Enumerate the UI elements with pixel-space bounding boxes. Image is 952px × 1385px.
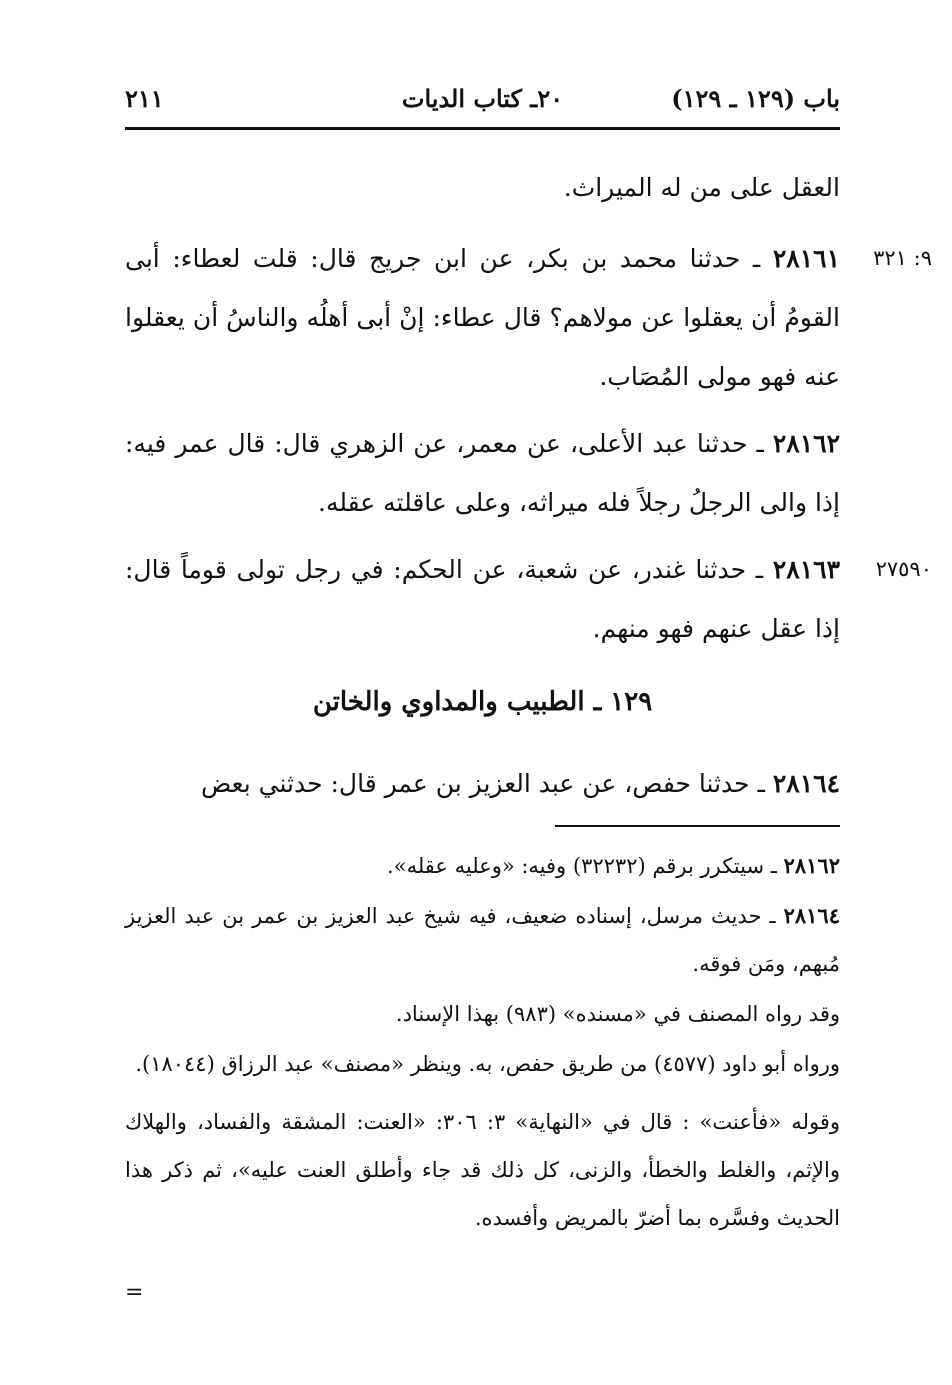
footnote-separator: [555, 825, 840, 827]
hadith-number: ٢٨١٦٢: [772, 429, 841, 458]
hadith-28162: [125, 414, 840, 532]
hadith-28163: [125, 540, 932, 658]
hadith-number: ٢٨١٦٣: [772, 555, 840, 584]
margin-reference: ٢٧٥٩٠: [875, 557, 932, 581]
page-number: ٢١١: [125, 84, 164, 113]
footnote-text: ـ حديث مرسل، إسناده ضعيف، فيه شيخ عبد العزيز بن عمر بن عبد العزيز مُبهم، ومَن فوقه.: [125, 904, 840, 976]
footnote-28164: [125, 892, 840, 988]
hadith-28164: [125, 754, 840, 813]
paragraph-intro: العقل على من له الميراث.: [563, 173, 840, 202]
continuation-mark: =: [125, 1280, 144, 1305]
footnote-abu-dawud: ورواه أبو داود (٤٥٧٧) من طريق حفص، به. وينظر «مصنف» عبد الرزاق (١٨٠٤٤).: [135, 1052, 840, 1076]
hadith-number: ٢٨١٦١: [772, 244, 840, 273]
section-title: ١٢٩ ـ الطبيب والمداوي والخاتن: [312, 687, 653, 717]
margin-reference: ٩: ٣٢١: [873, 246, 932, 270]
hadith-text: ـ حدثنا محمد بن بكر، عن ابن جريج قال: قلت لعطاء: أبى القومُ أن يعقلوا عن مولاهم؟ قال عطاء: إنْ أبى أهلُه والناسُ أن يعقلوا عنه فهو مولى المُصَاب.: [125, 244, 840, 391]
chapter-range: باب (١٢٩ ـ ١٢٩): [671, 84, 840, 113]
footnote-number: ٢٨١٦٤: [783, 903, 840, 928]
footnote-text: ـ سيتكرر برقم (٣٢٢٣٢) وفيه: «وعليه عقله».: [387, 854, 777, 878]
footnote-28162: [125, 842, 840, 890]
footnotes: [125, 842, 840, 1244]
footnote-nihaya: وقوله «فأعنت» : قال في «النهاية» ٣: ٣٠٦: «العنت: المشقة والفساد، والهلاك والإثم، والغلط والخطأ، والزنى، كل ذلك قد جاء وأطلق العنت عليه»، ثم ذكر هذا الحديث وفسَّره بما أضرّ بالمريض وأفسده.: [125, 1110, 840, 1230]
footnote-musnad: وقد رواه المصنف في «مسنده» (٩٨٣) بهذا الإسناد.: [395, 1002, 840, 1026]
hadith-number: ٢٨١٦٤: [772, 769, 840, 798]
header-rule: [125, 127, 840, 130]
main-text: [125, 158, 932, 819]
page-header: [125, 84, 840, 124]
hadith-28161: [125, 229, 932, 406]
footnote-number: ٢٨١٦٢: [783, 853, 840, 878]
hadith-text: ـ حدثنا غندر، عن شعبة، عن الحكم: في رجل تولى قوماً قال: إذا عقل عنهم فهو منهم.: [125, 555, 840, 643]
hadith-text: ـ حدثنا عبد الأعلى، عن معمر، عن الزهري قال: قال عمر فيه: إذا والى الرجلُ رجلاً فله ميراثه، وعلى عاقلته عقله.: [125, 429, 840, 517]
book-title: ٢٠ـ كتاب الديات: [401, 84, 564, 113]
hadith-text: ـ حدثنا حفص، عن عبد العزيز بن عمر قال: حدثني بعض: [201, 769, 765, 798]
